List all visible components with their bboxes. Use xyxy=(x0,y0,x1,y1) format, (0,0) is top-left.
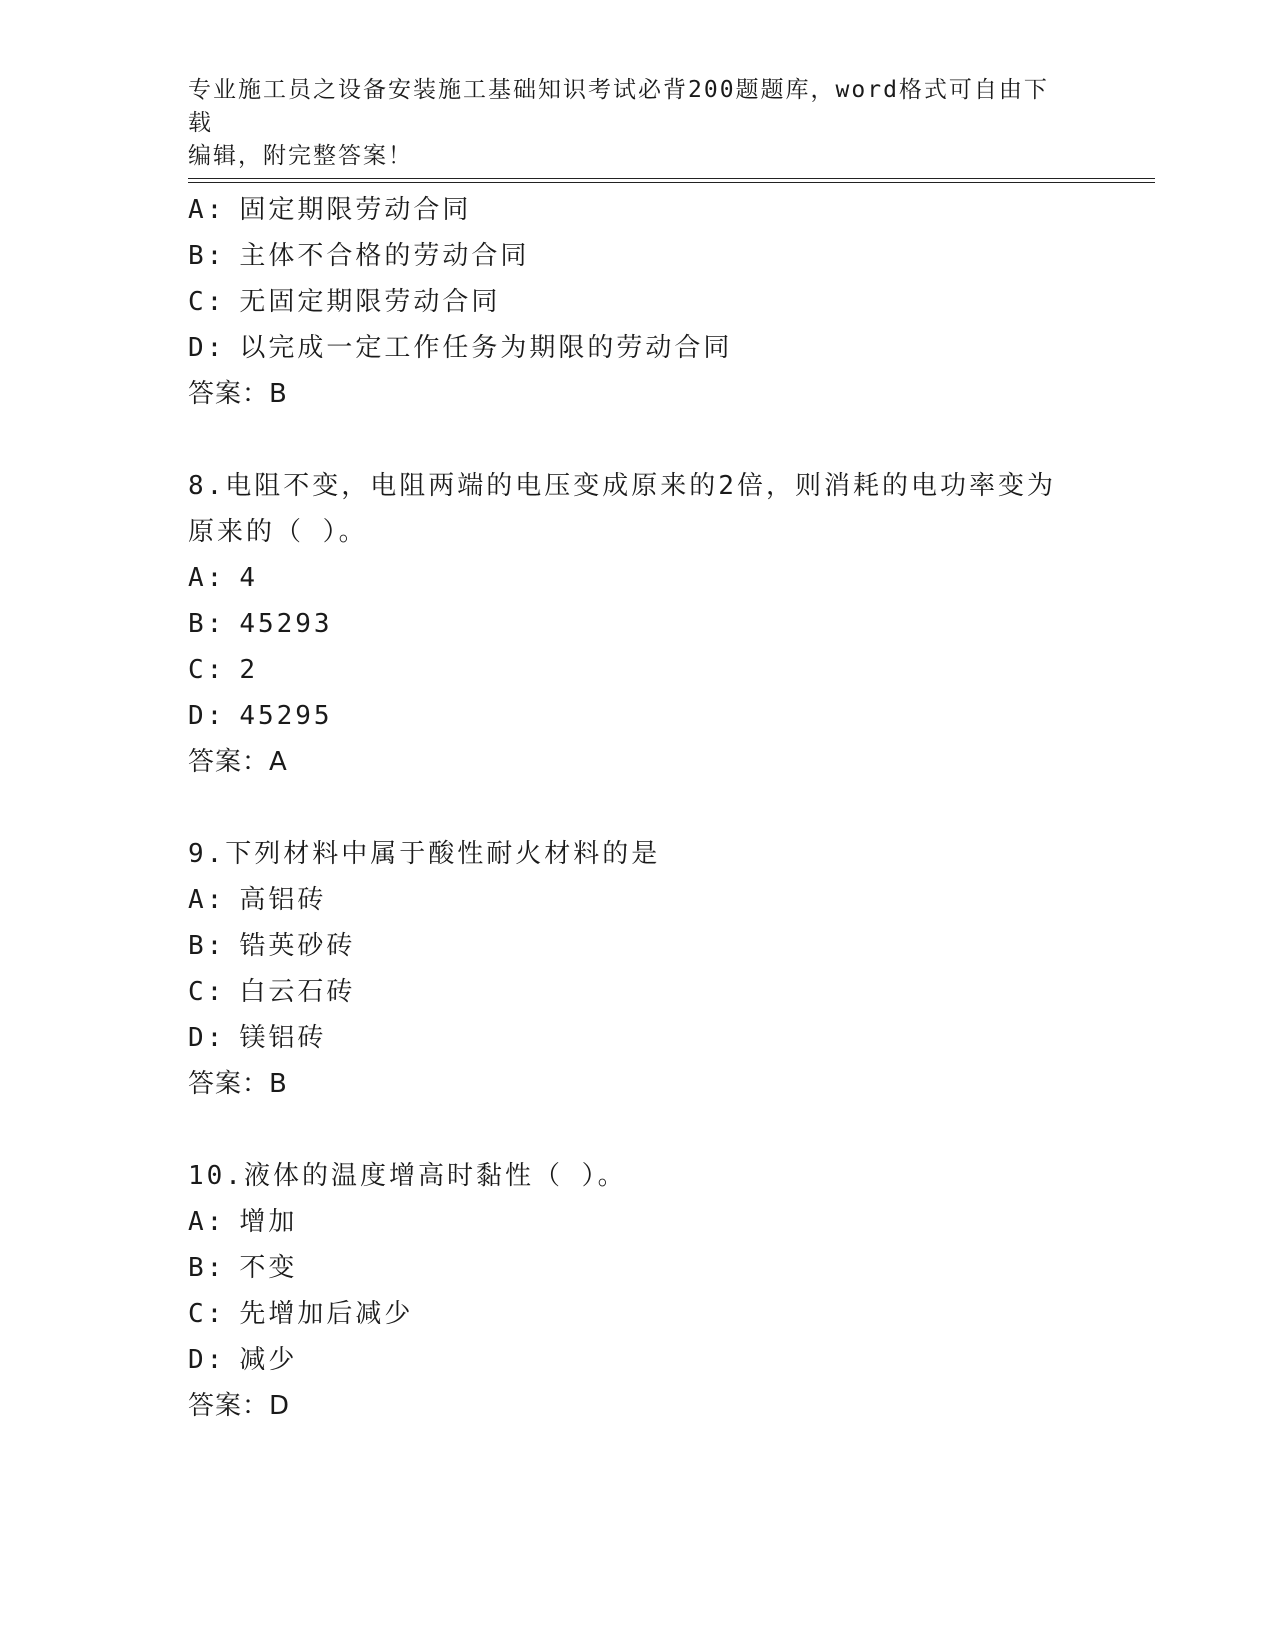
question-text-line-2: 原来的（ ）。 xyxy=(188,517,368,547)
question-8 xyxy=(188,463,1088,785)
spacer xyxy=(188,785,1088,831)
spacer xyxy=(188,417,1088,463)
option-text: 45293 xyxy=(239,609,333,639)
option-a xyxy=(188,1199,1088,1245)
option-d xyxy=(188,693,1088,739)
option-text: 先增加后减少 xyxy=(239,1299,414,1329)
answer-line: 答案：B xyxy=(188,379,288,409)
option-letter: B: xyxy=(188,241,226,271)
option-text: 镁铝砖 xyxy=(239,1023,327,1053)
option-d xyxy=(188,1015,1088,1061)
option-c xyxy=(188,1291,1088,1337)
option-letter: B: xyxy=(188,931,226,961)
option-b xyxy=(188,1245,1088,1291)
option-text: 锆英砂砖 xyxy=(239,931,356,961)
option-letter: A: xyxy=(188,563,226,593)
header-divider-top xyxy=(188,178,1155,179)
option-b xyxy=(188,233,1088,279)
option-c xyxy=(188,969,1088,1015)
option-a xyxy=(188,187,1088,233)
header-line-1: 专业施工员之设备安装施工基础知识考试必背200题题库，word格式可自由下载 xyxy=(188,77,1049,136)
question-list xyxy=(188,187,1088,1429)
option-c xyxy=(188,279,1088,325)
spacer xyxy=(188,1107,1088,1153)
option-letter: D: xyxy=(188,333,226,363)
option-letter: A: xyxy=(188,195,226,225)
question-text-line-1: 10.液体的温度增高时黏性（ ）。 xyxy=(188,1161,627,1191)
option-letter: A: xyxy=(188,885,226,915)
option-letter: C: xyxy=(188,655,226,685)
option-text: 固定期限劳动合同 xyxy=(239,195,472,225)
option-text: 45295 xyxy=(239,701,333,731)
option-d xyxy=(188,325,1088,371)
option-text: 白云石砖 xyxy=(239,977,356,1007)
option-letter: C: xyxy=(188,287,226,317)
option-a xyxy=(188,555,1088,601)
document-header xyxy=(188,74,1068,173)
question-7 xyxy=(188,187,1088,417)
option-a xyxy=(188,877,1088,923)
option-letter: D: xyxy=(188,701,226,731)
option-text: 减少 xyxy=(239,1345,298,1375)
option-letter: C: xyxy=(188,1299,226,1329)
option-text: 不变 xyxy=(239,1253,298,1283)
option-letter: A: xyxy=(188,1207,226,1237)
answer-line: 答案：A xyxy=(188,747,288,777)
option-c xyxy=(188,647,1088,693)
option-text: 4 xyxy=(239,563,258,593)
option-letter: C: xyxy=(188,977,226,1007)
header-line-2: 编辑，附完整答案！ xyxy=(188,143,413,169)
header-divider-bottom xyxy=(188,182,1155,183)
option-text: 无固定期限劳动合同 xyxy=(239,287,501,317)
answer-line: 答案：B xyxy=(188,1069,288,1099)
question-text-line-1: 9.下列材料中属于酸性耐火材料的是 xyxy=(188,839,661,869)
question-text-line-1: 8.电阻不变，电阻两端的电压变成原来的2倍，则消耗的电功率变为 xyxy=(188,471,1056,501)
option-b xyxy=(188,923,1088,969)
option-b xyxy=(188,601,1088,647)
question-10 xyxy=(188,1153,1088,1429)
answer-line: 答案：D xyxy=(188,1391,291,1421)
option-text: 主体不合格的劳动合同 xyxy=(239,241,530,271)
option-letter: B: xyxy=(188,1253,226,1283)
option-text: 2 xyxy=(239,655,258,685)
option-d xyxy=(188,1337,1088,1383)
question-9 xyxy=(188,831,1088,1107)
option-letter: D: xyxy=(188,1023,226,1053)
option-text: 增加 xyxy=(239,1207,298,1237)
option-letter: B: xyxy=(188,609,226,639)
option-letter: D: xyxy=(188,1345,226,1375)
option-text: 高铝砖 xyxy=(239,885,327,915)
option-text: 以完成一定工作任务为期限的劳动合同 xyxy=(239,333,733,363)
